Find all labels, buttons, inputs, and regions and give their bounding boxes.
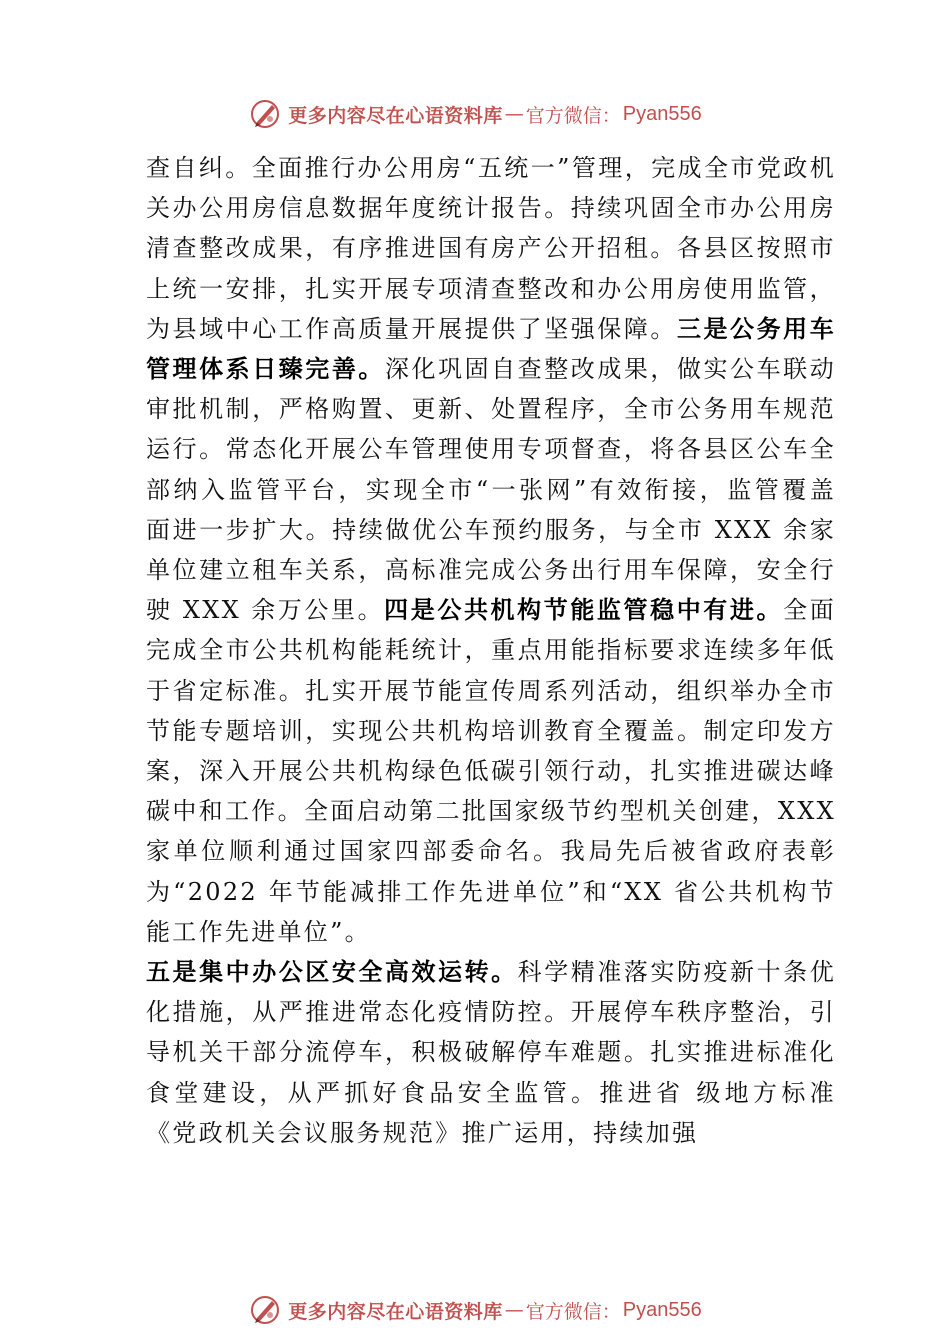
banner-slogan: 更多内容尽在心语资料库 — [288, 104, 503, 127]
paragraph-text: 深化巩固自查整改成果，做实公车联动审批机制，严格购置、更新、处置程序，全市公务用车规范运行。常态化开展公车管理使用专项督查，将各县区公车全 部纳入监管平台，实现全市“一张网”有效衔接，监管覆盖 面进一步扩大。持续做优公车预约服务，与全市 XXX 余家 单位建立租车关系，高标准完成公务出行用车保障，安全行 驶 XXX 余万公里。 — [146, 355, 836, 625]
pen-ink-logo-icon — [248, 1293, 282, 1327]
paragraph-text: 科学精准落实防疫新十条优化措施，从严推进常态化疫情防控。开展停车秩序整治，引导机关干部分流停车，积极破解停车难题。扎实推进标准化食堂建设，从严抓好食品安全监管。推进省 级地方标准《党政机关会议服务规范》推广运用，持续加强 — [146, 958, 836, 1147]
section-heading: 四是公共机构节能监管稳中有进。 — [384, 595, 784, 625]
banner-wechat-id: Pyan556 — [622, 102, 702, 125]
header-banner — [0, 94, 950, 134]
banner-dash: — — [504, 103, 524, 125]
banner-slogan: 更多内容尽在心语资料库 — [288, 1300, 503, 1323]
paragraph-text: 查自纠。全面推行办公用房“五统一”管理，完成全市党政机关办公用房信息数据年度统计报告。持续巩固全市办公用房清查整改成果，有序推进国有房产公开招租。各县区按照市上统一安排，扎实开展专项清查整改和办公用房使用监管，为县域中心工作高质量开展提供了坚强保障。 — [146, 154, 836, 343]
section-heading: 三是公务用车管理体系日臻完善。 — [146, 313, 836, 384]
banner-wechat-label: 官方微信： — [525, 104, 621, 127]
footer-banner — [0, 1290, 950, 1330]
pen-ink-logo-icon — [248, 97, 282, 131]
banner-dash: — — [504, 1299, 524, 1321]
banner-wechat-label: 官方微信： — [525, 1300, 621, 1323]
paragraph-text: 全面完成全市公共机构能耗统计，重点用能指标要求连续多年低 于省定标准。扎实开展节能宣传周系列活动，组织举办全市 节能专题培训，实现公共机构培训教育全覆盖。制定印发方案，深入开展公共机构绿色低碳引领行动，扎实推进碳达峰 碳中和工作。全面启动第二批国家级节约型机关创建，XXX 家单位顺利通过国家四部委命名。我局先后被省政府表彰为“2022 年节能减排工作先进单位”和“XX 省公共机构节能工作先进单位”。 — [146, 596, 836, 946]
banner-wechat-id: Pyan556 — [622, 1298, 702, 1321]
document-body — [146, 148, 836, 1153]
section-heading: 五是集中办公区安全高效运转。 — [146, 957, 518, 987]
